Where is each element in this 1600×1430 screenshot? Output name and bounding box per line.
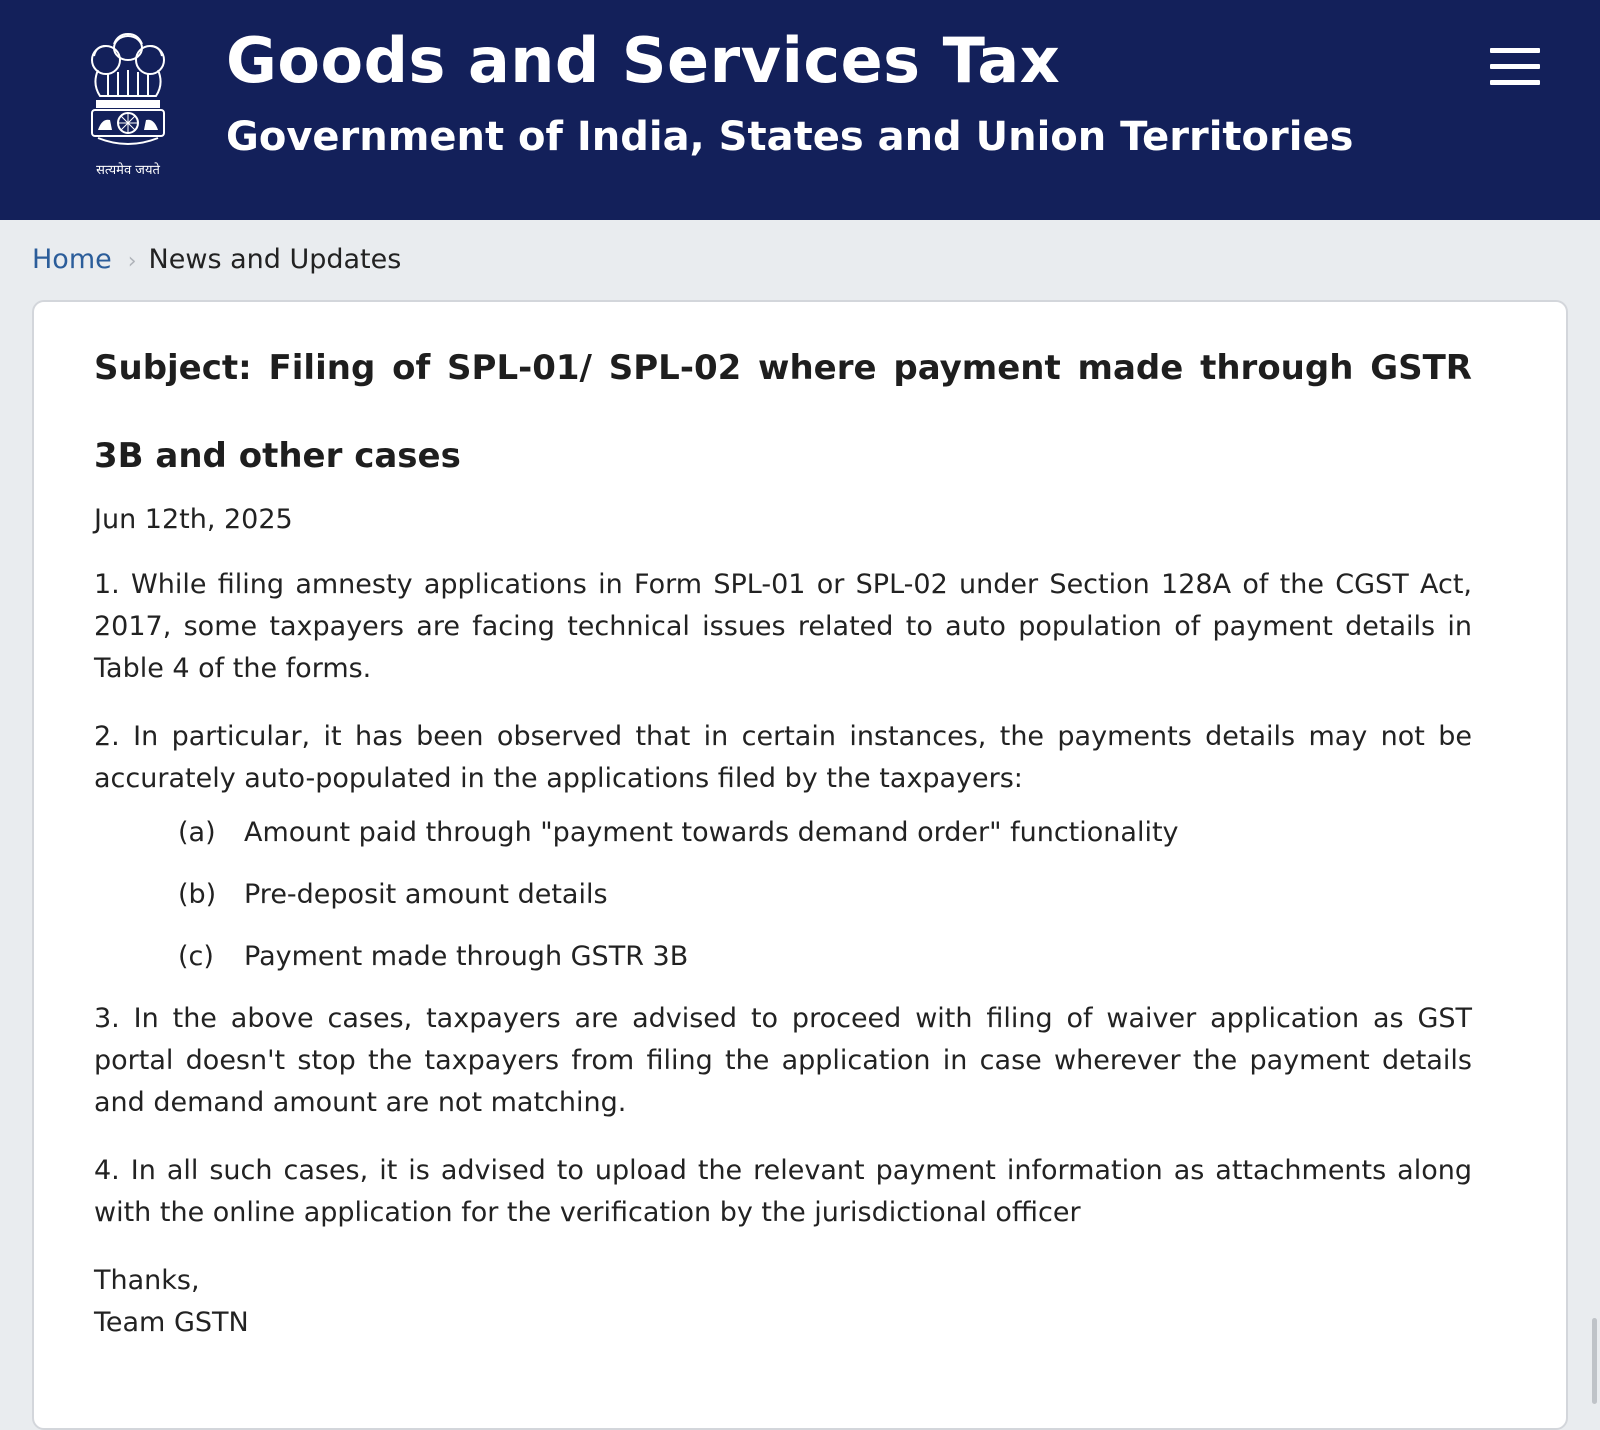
- article-signoff: [94, 1260, 1472, 1344]
- ashoka-emblem-icon[interactable]: [78, 26, 178, 186]
- chevron-right-icon: ›: [127, 249, 137, 274]
- signoff-thanks: Thanks,: [94, 1265, 200, 1296]
- news-card: [32, 300, 1568, 1430]
- menu-bar-bottom: [1490, 80, 1540, 85]
- breadcrumb: [32, 244, 401, 275]
- list-item: [178, 812, 1472, 854]
- article-paragraph-4: 4. In all such cases, it is advised to upload the relevant payment information as attachments along with the online application for the verification by the jurisdictional officer: [94, 1155, 1472, 1228]
- news-article: [94, 350, 1472, 1344]
- list-marker: (b): [178, 879, 217, 910]
- list-marker: (a): [178, 817, 216, 848]
- site-header: [0, 0, 1600, 220]
- signoff-team: Team GSTN: [94, 1307, 249, 1338]
- menu-bar-middle: [1490, 64, 1540, 69]
- list-item-text: Pre-deposit amount details: [244, 879, 608, 910]
- list-item: [178, 936, 1472, 978]
- hamburger-menu-icon[interactable]: [1490, 46, 1542, 88]
- menu-bar-top: [1490, 48, 1540, 53]
- article-paragraph-1: 1. While filing amnesty applications in Form SPL-01 or SPL-02 under Section 128A of the CGST Act, 2017, some taxpayers are facing technical issues related to auto population of payment details in Table 4 of the forms.: [94, 569, 1472, 684]
- article-subject: Subject: Filing of SPL-01/ SPL-02 where payment made through GSTR 3B and other cases: [94, 348, 1472, 476]
- page-scrollbar[interactable]: [1592, 1318, 1597, 1404]
- list-item-text: Payment made through GSTR 3B: [244, 941, 689, 972]
- list-item: [178, 874, 1472, 916]
- emblem-motto: सत्यमेव जयते: [96, 163, 160, 178]
- article-paragraph-3: 3. In the above cases, taxpayers are advised to proceed with filing of waiver application as GST portal doesn't stop the taxpayers from filing the application in case wherever the payment details and demand amount are not matching.: [94, 1003, 1472, 1118]
- payment-issue-list: [94, 812, 1472, 978]
- list-marker: (c): [178, 941, 214, 972]
- article-date: Jun 12th, 2025: [94, 504, 293, 535]
- breadcrumb-home-link[interactable]: Home: [32, 244, 112, 275]
- list-item-text: Amount paid through "payment towards demand order" functionality: [244, 817, 1179, 848]
- site-title: Goods and Services Tax: [226, 24, 1061, 97]
- site-subtitle: Government of India, States and Union Territories: [226, 114, 1354, 160]
- breadcrumb-current: News and Updates: [148, 244, 402, 275]
- article-paragraph-2: 2. In particular, it has been observed that in certain instances, the payments details may not be accurately auto-populated in the applications filed by the taxpayers:: [94, 721, 1472, 794]
